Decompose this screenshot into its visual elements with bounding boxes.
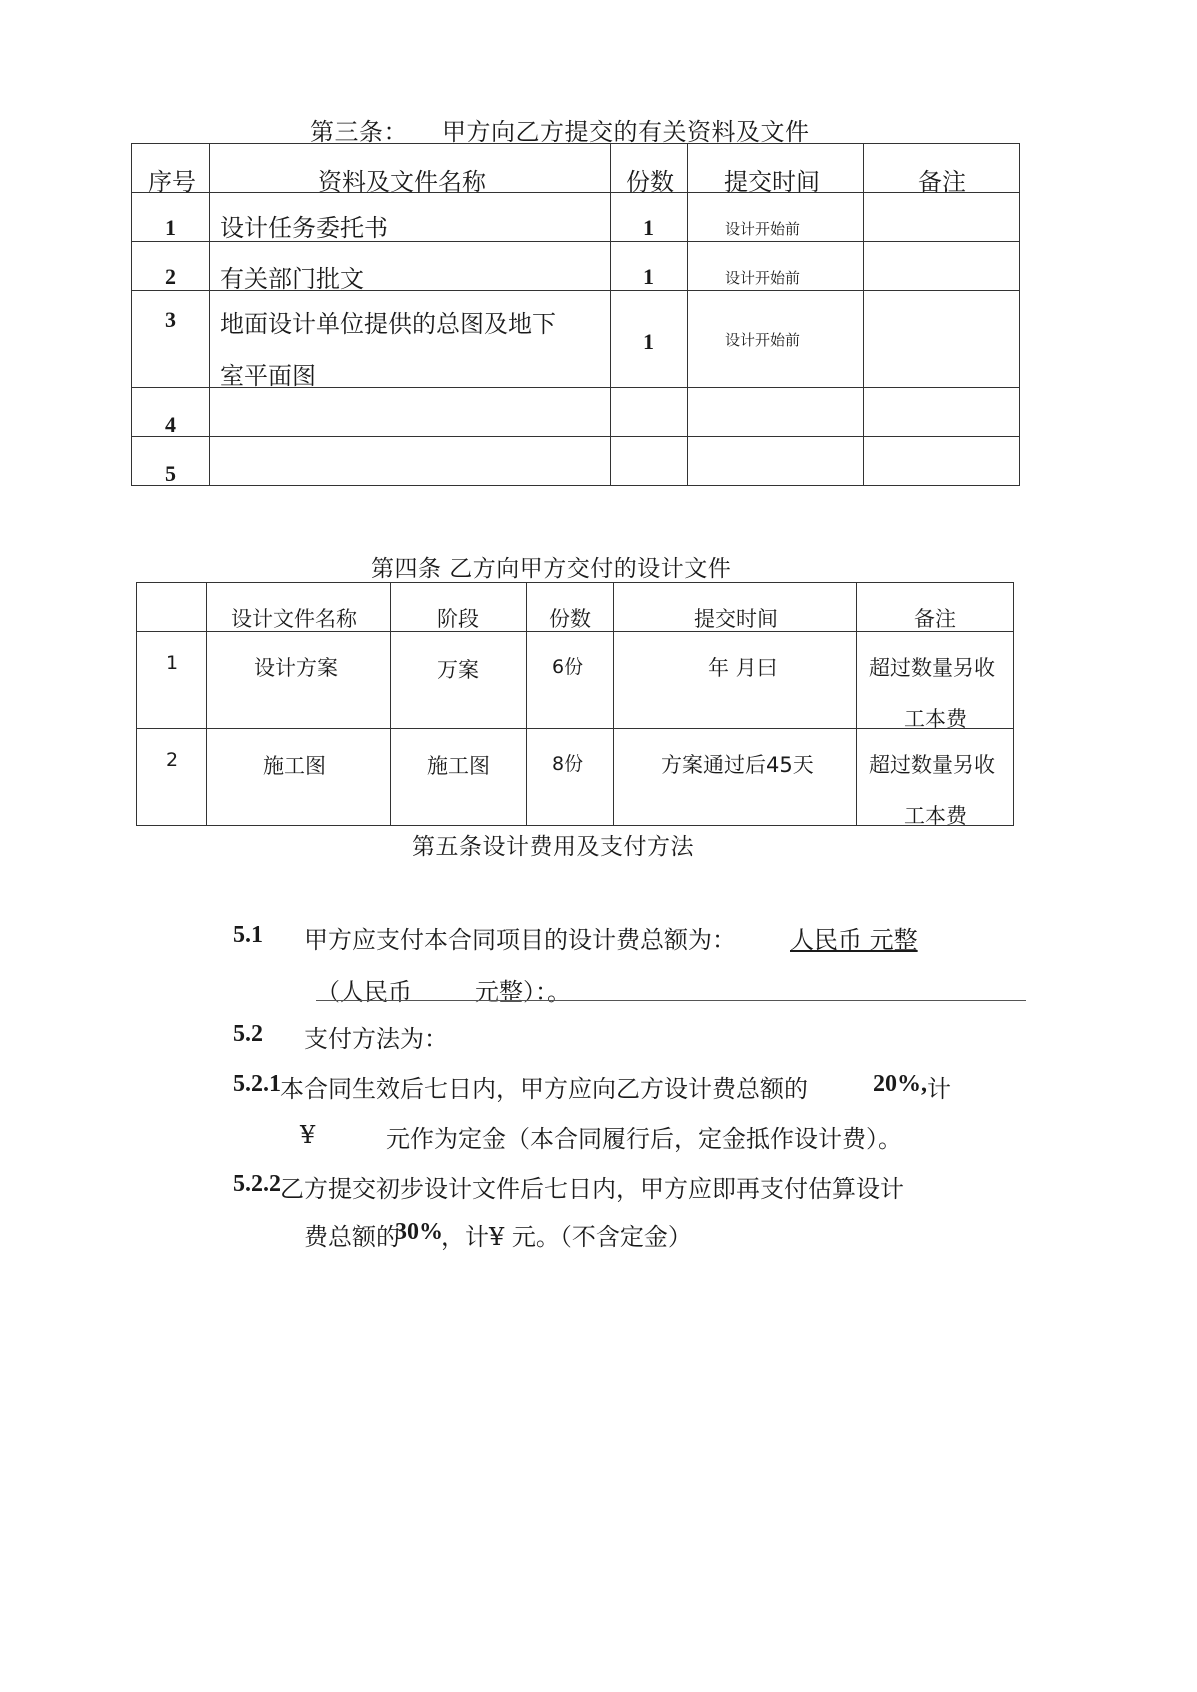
article4-title: 第四条 乙方向甲方交付的设计文件 xyxy=(371,556,732,582)
clause-5-2-1-text: 本合同生效后七日内，甲方应向乙方设计费总额的 xyxy=(280,1075,808,1103)
row-copies: 8份 xyxy=(552,753,584,775)
header-note: 备注 xyxy=(914,607,956,631)
clause-5-2-2-line2-b: ，计¥ 元。（不含定金） xyxy=(441,1223,692,1251)
row-time: 方案通过后45天 xyxy=(661,753,814,777)
clause-5-2-text: 支付方法为： xyxy=(304,1025,448,1053)
row-no: 2 xyxy=(165,264,176,289)
row-name: 设计任务委托书 xyxy=(220,214,388,242)
clause-5-2-2-text: 乙方提交初步设计文件后七日内，甲方应即再支付估算设计 xyxy=(280,1175,904,1203)
clause-5-2-1-number: 5.2.1 xyxy=(233,1071,281,1097)
clause-5-1-paren-close: 元整）：。 xyxy=(475,978,571,1006)
row-time: 年 月曰 xyxy=(708,656,778,680)
article5-title: 第五条设计费用及支付方法 xyxy=(412,834,694,860)
clause-5-2-1-yen: ¥ xyxy=(300,1121,316,1149)
row-time: 设计开始前 xyxy=(725,269,801,287)
table-row xyxy=(132,437,1020,486)
header-copies: 份数 xyxy=(549,607,591,631)
row-time: 设计开始前 xyxy=(725,331,801,349)
row-name-line2: 室平面图 xyxy=(220,362,316,390)
header-time: 提交时间 xyxy=(694,607,778,631)
row-no: 1 xyxy=(165,215,176,240)
header-file-name: 设计文件名称 xyxy=(231,607,357,631)
article4-table xyxy=(136,582,1014,826)
row-note-line2: 工本费 xyxy=(904,707,967,731)
clause-5-2-1-ji: 计 xyxy=(927,1075,951,1103)
row-copies: 6份 xyxy=(552,656,584,678)
row-time: 设计开始前 xyxy=(725,220,801,238)
header-name: 资料及文件名称 xyxy=(318,168,486,196)
table-row xyxy=(132,291,1020,388)
row-stage: 施工图 xyxy=(427,754,490,778)
row-name-line1: 地面设计单位提供的总图及地下 xyxy=(220,310,556,338)
row-stage: 万案 xyxy=(437,658,479,682)
clause-5-1-paren-open: （人民币 xyxy=(316,978,412,1006)
row-copies: 1 xyxy=(643,329,654,354)
row-no: 2 xyxy=(166,749,179,771)
table-row xyxy=(137,729,1014,826)
clause-5-2-1-percent: 20%, xyxy=(873,1071,927,1097)
header-stage: 阶段 xyxy=(437,607,479,631)
row-no: 4 xyxy=(165,412,176,437)
row-note-line1: 超过数量另收 xyxy=(869,753,995,777)
row-name: 施工图 xyxy=(263,754,326,778)
header-copies: 份数 xyxy=(626,168,674,196)
row-copies: 1 xyxy=(643,264,654,289)
table-row xyxy=(137,632,1014,729)
table-header-row xyxy=(137,583,1014,632)
article3-title: 甲方向乙方提交的有关资料及文件 xyxy=(442,118,810,146)
table-header-row xyxy=(132,144,1020,193)
table-row xyxy=(132,242,1020,291)
row-name: 有关部门批文 xyxy=(220,265,364,293)
article3-table xyxy=(131,143,1020,486)
header-time: 提交时间 xyxy=(724,168,820,196)
row-copies: 1 xyxy=(643,215,654,240)
header-note: 备注 xyxy=(918,168,966,196)
row-note-line1: 超过数量另收 xyxy=(869,656,995,680)
row-no: 5 xyxy=(165,461,176,486)
article3-label: 第三条： xyxy=(310,118,408,146)
clause-5-2-1-line2: 元作为定金（本合同履行后，定金抵作设计费）。 xyxy=(386,1125,902,1153)
row-no: 1 xyxy=(166,652,179,674)
clause-5-2-2-number: 5.2.2 xyxy=(233,1171,281,1197)
clause-5-2-number: 5.2 xyxy=(233,1021,263,1047)
clause-5-1-number: 5.1 xyxy=(233,922,263,948)
clause-5-1-underline xyxy=(316,1000,1026,1001)
row-no: 3 xyxy=(165,307,176,332)
header-seq: 序号 xyxy=(148,168,196,196)
clause-5-1-text: 甲方应支付本合同项目的设计费总额为： xyxy=(304,926,736,954)
clause-5-2-2-percent: 30% xyxy=(395,1219,443,1245)
row-note-line2: 工本费 xyxy=(904,804,967,828)
row-name: 设计方案 xyxy=(254,656,338,680)
table-row xyxy=(132,193,1020,242)
table-row xyxy=(132,388,1020,437)
clause-5-2-2-line2-a: 费总额的 xyxy=(304,1223,400,1251)
clause-5-1-amount: 人民币 元整 xyxy=(790,926,918,954)
